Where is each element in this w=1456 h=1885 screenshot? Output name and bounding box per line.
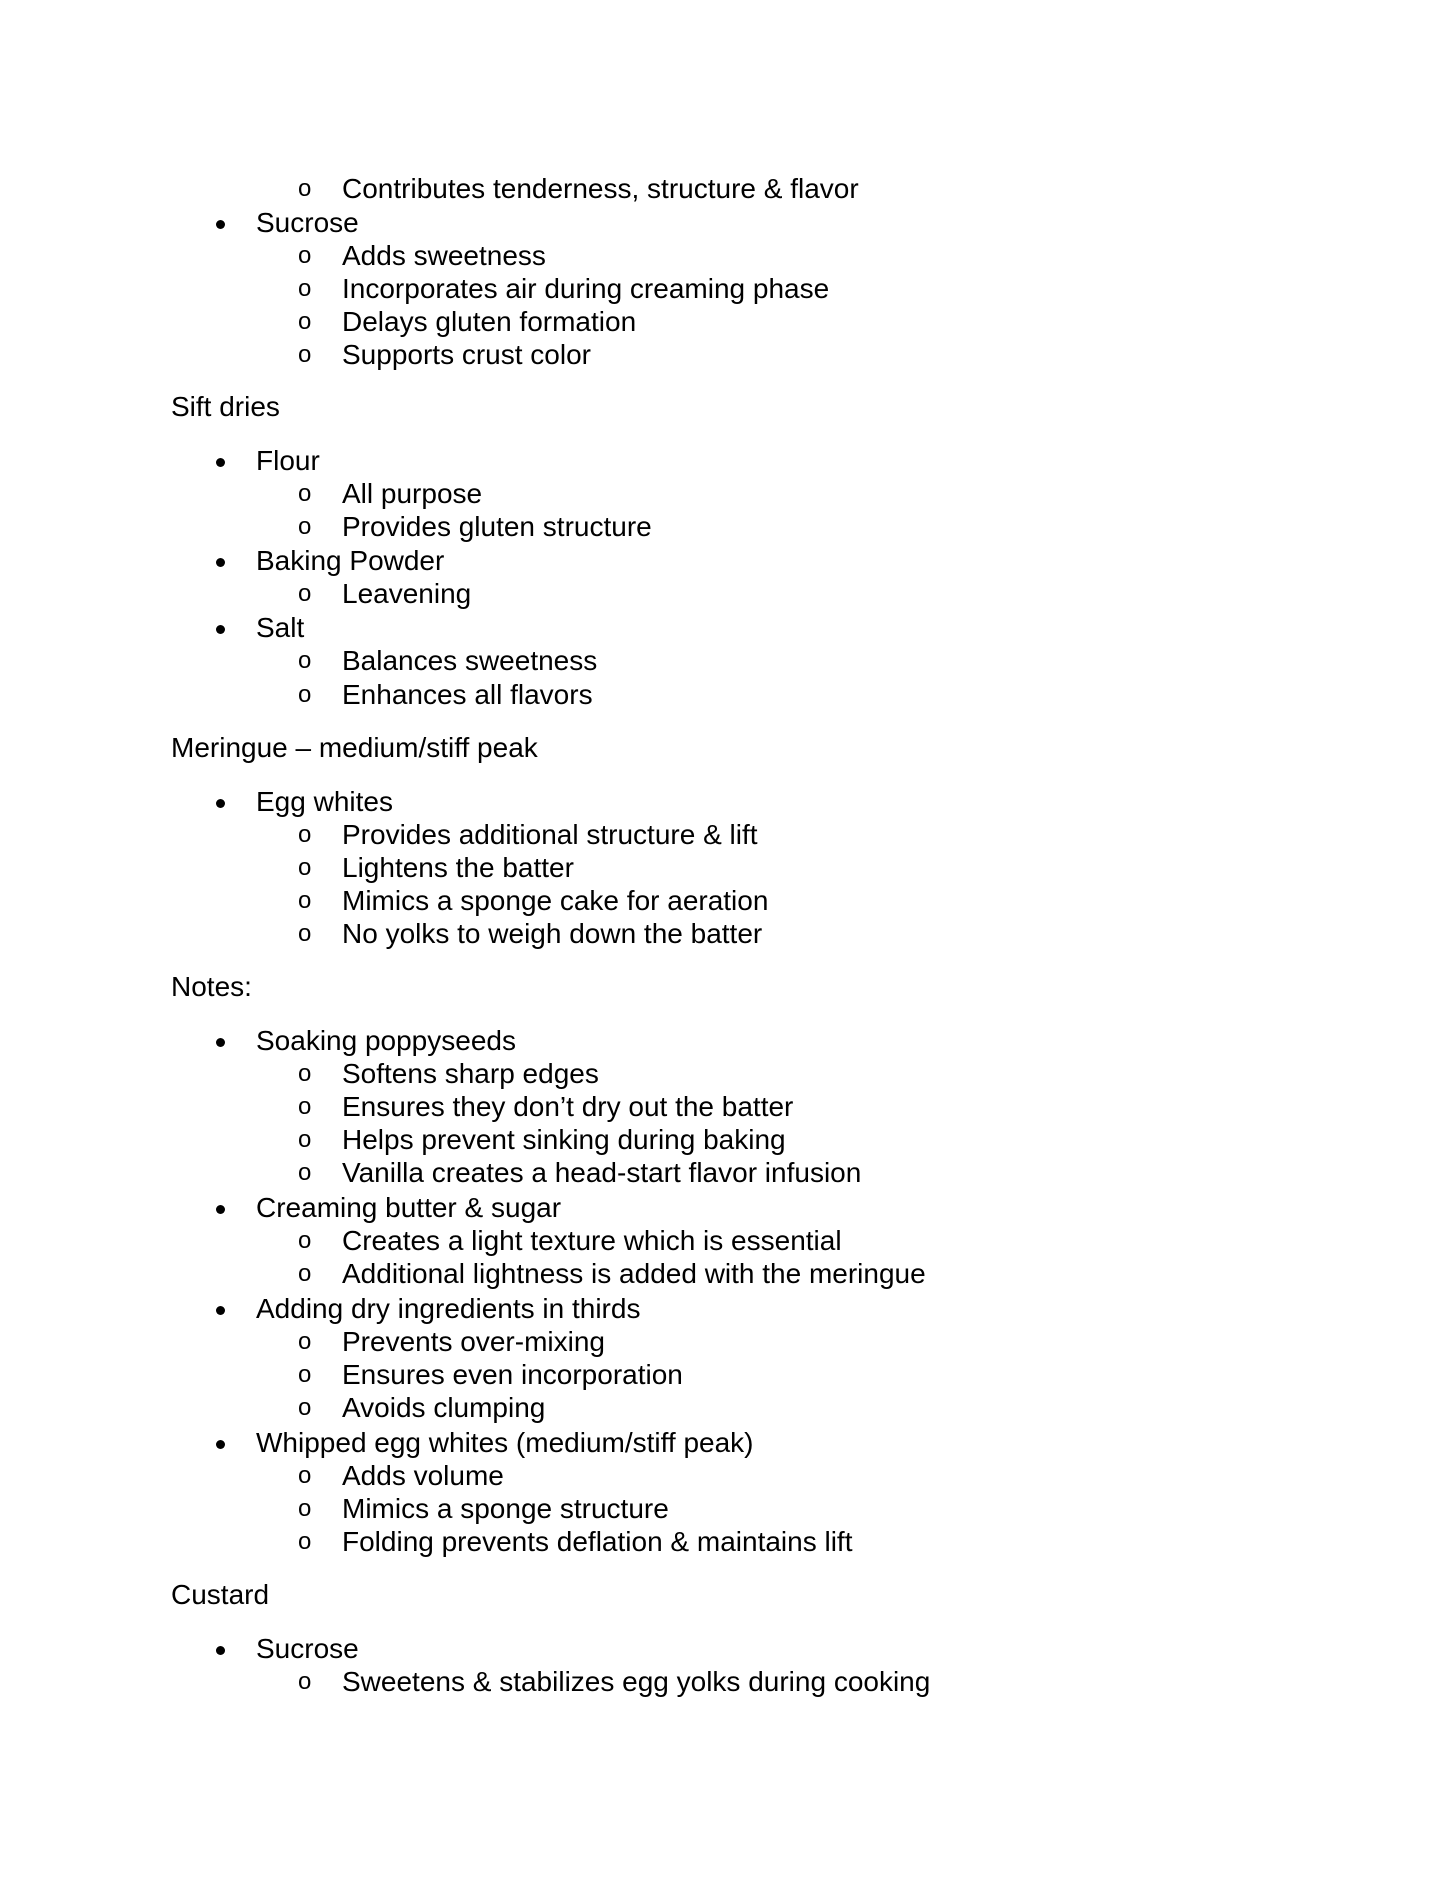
sub-bullet-marker: o bbox=[298, 1260, 312, 1287]
sub-list-item: Incorporates air during creaming phase bbox=[342, 273, 830, 304]
sub-bullet-marker: o bbox=[298, 1126, 312, 1153]
bullet-icon bbox=[216, 1440, 225, 1449]
sub-list-item: Ensures even incorporation bbox=[342, 1359, 683, 1390]
sub-list-item: All purpose bbox=[342, 478, 483, 509]
sub-bullet-marker: o bbox=[298, 242, 312, 269]
sub-list-item: Softens sharp edges bbox=[342, 1058, 599, 1089]
section-heading: Notes: bbox=[171, 971, 252, 1002]
sub-list-item: Ensures they don’t dry out the batter bbox=[342, 1091, 794, 1122]
sub-bullet-marker: o bbox=[298, 1060, 312, 1087]
bullet-icon bbox=[216, 625, 225, 634]
sub-list-item: Folding prevents deflation & maintains lift bbox=[342, 1526, 853, 1557]
list-item: Adding dry ingredients in thirds bbox=[256, 1293, 641, 1324]
sub-list-item: Provides additional structure & lift bbox=[342, 819, 758, 850]
list-item: Creaming butter & sugar bbox=[256, 1192, 562, 1223]
sub-bullet-marker: o bbox=[298, 480, 312, 507]
sub-bullet-marker: o bbox=[298, 1328, 312, 1355]
list-item: Salt bbox=[256, 612, 305, 643]
list-item: Flour bbox=[256, 445, 320, 476]
sub-bullet-marker: o bbox=[298, 821, 312, 848]
sub-bullet-marker: o bbox=[298, 1093, 312, 1120]
sub-bullet-marker: o bbox=[298, 1361, 312, 1388]
bullet-icon bbox=[216, 458, 225, 467]
sub-list-item: Enhances all flavors bbox=[342, 679, 593, 710]
sub-list-item: Leavening bbox=[342, 578, 472, 609]
sub-list-item: Additional lightness is added with the meringue bbox=[342, 1258, 926, 1289]
sub-list-item: Prevents over-mixing bbox=[342, 1326, 605, 1357]
sub-list-item: Delays gluten formation bbox=[342, 306, 637, 337]
sub-bullet-marker: o bbox=[298, 647, 312, 674]
sub-list-item: Creates a light texture which is essential bbox=[342, 1225, 842, 1256]
list-item: Baking Powder bbox=[256, 545, 445, 576]
sub-bullet-marker: o bbox=[298, 1159, 312, 1186]
sub-list-item: Supports crust color bbox=[342, 339, 591, 370]
sub-bullet-marker: o bbox=[298, 1462, 312, 1489]
sub-bullet-marker: o bbox=[298, 1668, 312, 1695]
sub-bullet-marker: o bbox=[298, 1227, 312, 1254]
sub-bullet-marker: o bbox=[298, 681, 312, 708]
sub-list-item: No yolks to weigh down the batter bbox=[342, 918, 763, 949]
sub-bullet-marker: o bbox=[298, 513, 312, 540]
list-item: Sucrose bbox=[256, 1633, 359, 1664]
sub-list-item: Avoids clumping bbox=[342, 1392, 546, 1423]
sub-bullet-marker: o bbox=[298, 308, 312, 335]
sub-list-item: Sweetens & stabilizes egg yolks during cooking bbox=[342, 1666, 931, 1697]
list-item: Whipped egg whites (medium/stiff peak) bbox=[256, 1427, 754, 1458]
sub-list-item: Vanilla creates a head-start flavor infusion bbox=[342, 1157, 862, 1188]
section-heading: Meringue – medium/stiff peak bbox=[171, 732, 538, 763]
bullet-icon bbox=[216, 1205, 225, 1214]
sub-bullet-marker: o bbox=[298, 854, 312, 881]
list-item: Sucrose bbox=[256, 207, 359, 238]
sub-list-item: Mimics a sponge cake for aeration bbox=[342, 885, 769, 916]
sub-bullet-marker: o bbox=[298, 1394, 312, 1421]
sub-bullet-marker: o bbox=[298, 341, 312, 368]
sub-bullet-marker: o bbox=[298, 580, 312, 607]
sub-list-item: Balances sweetness bbox=[342, 645, 598, 676]
list-item: Egg whites bbox=[256, 786, 393, 817]
sub-list-item: Adds sweetness bbox=[342, 240, 546, 271]
section-heading: Custard bbox=[171, 1579, 270, 1610]
sub-list-item: Provides gluten structure bbox=[342, 511, 652, 542]
list-item: Soaking poppyseeds bbox=[256, 1025, 516, 1056]
sub-list-item: Contributes tenderness, structure & flavor bbox=[342, 173, 859, 204]
sub-bullet-marker: o bbox=[298, 887, 312, 914]
sub-bullet-marker: o bbox=[298, 920, 312, 947]
bullet-icon bbox=[216, 799, 225, 808]
bullet-icon bbox=[216, 1646, 225, 1655]
bullet-icon bbox=[216, 558, 225, 567]
sub-list-item: Mimics a sponge structure bbox=[342, 1493, 669, 1524]
bullet-icon bbox=[216, 1306, 225, 1315]
sub-list-item: Lightens the batter bbox=[342, 852, 574, 883]
sub-bullet-marker: o bbox=[298, 275, 312, 302]
bullet-icon bbox=[216, 1038, 225, 1047]
bullet-icon bbox=[216, 220, 225, 229]
section-heading: Sift dries bbox=[171, 391, 280, 422]
sub-list-item: Helps prevent sinking during baking bbox=[342, 1124, 786, 1155]
sub-bullet-marker: o bbox=[298, 175, 312, 202]
sub-bullet-marker: o bbox=[298, 1528, 312, 1555]
sub-list-item: Adds volume bbox=[342, 1460, 504, 1491]
sub-bullet-marker: o bbox=[298, 1495, 312, 1522]
